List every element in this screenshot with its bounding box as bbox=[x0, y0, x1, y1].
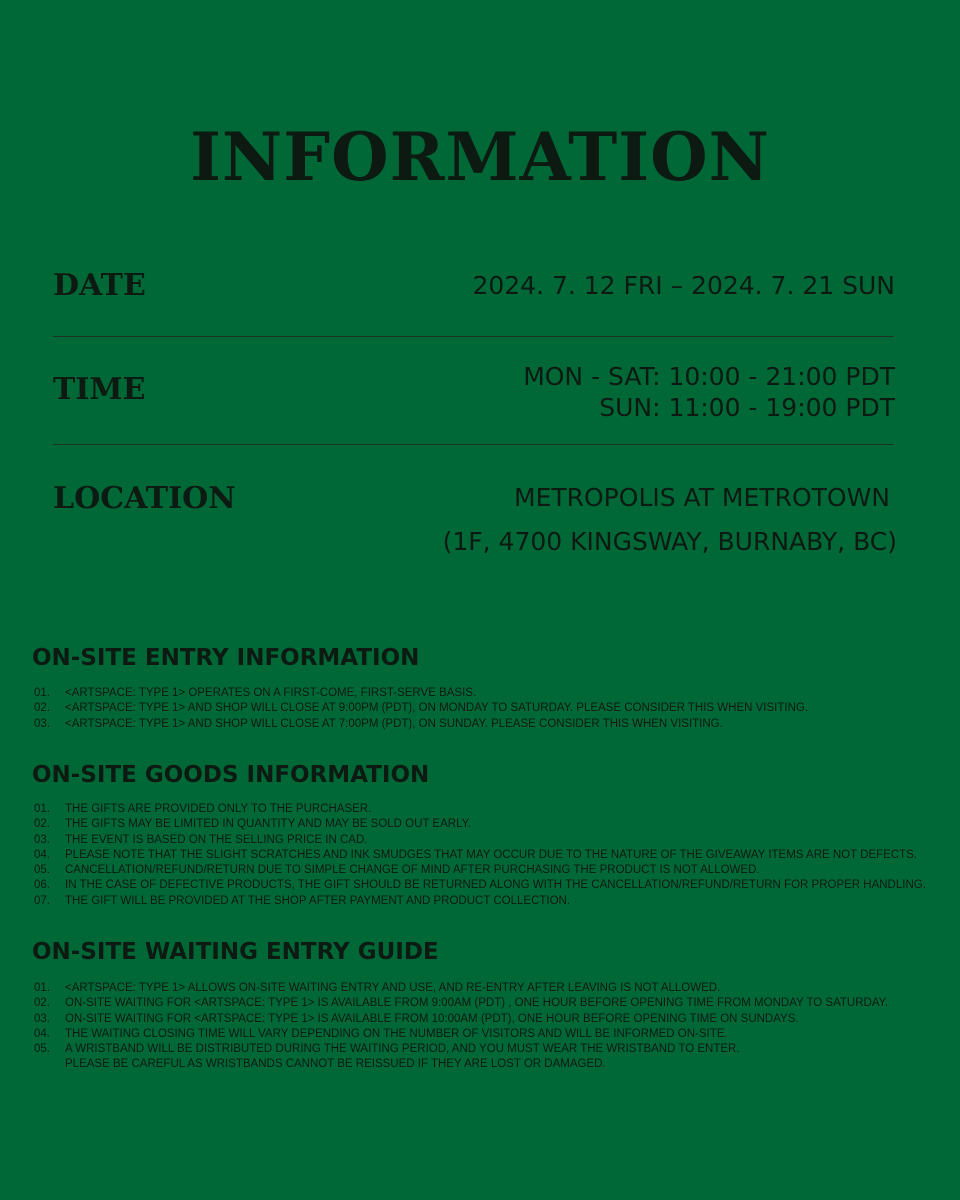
item-number: 05. bbox=[34, 864, 50, 877]
item-text: <ARTSPACE: TYPE 1> AND SHOP WILL CLOSE AT 9:00PM (PDT), ON MONDAY TO SATURDAY. PLEASE CONSIDER THIS WHEN VISITING. bbox=[65, 702, 809, 715]
item-text: ON-SITE WAITING FOR <ARTSPACE: TYPE 1> IS AVAILABLE FROM 10:00AM (PDT), ONE HOUR BEFORE OPENING TIME ON SUNDAYS. bbox=[65, 1012, 799, 1025]
item-text: <ARTSPACE: TYPE 1> OPERATES ON A FIRST-COME, FIRST-SERVE BASIS. bbox=[65, 687, 477, 699]
item-number: 04. bbox=[34, 848, 50, 861]
time-value-line-sunday: SUN: 11:00 - 19:00 PDT bbox=[599, 393, 895, 422]
location-value-address: (1F, 4700 KINGSWAY, BURNABY, BC) bbox=[442, 527, 897, 556]
item-number: 04. bbox=[34, 1027, 50, 1040]
goods-list bbox=[34, 802, 926, 909]
item-number: 07. bbox=[34, 894, 50, 907]
item-number: 05. bbox=[34, 1043, 50, 1056]
waiting-section-title: ON-SITE WAITING ENTRY GUIDE bbox=[32, 939, 439, 965]
list-item bbox=[34, 817, 926, 832]
item-number: 01. bbox=[34, 803, 50, 815]
item-number: 02. bbox=[34, 997, 50, 1010]
item-number: 03. bbox=[34, 717, 50, 730]
item-text: THE GIFTS ARE PROVIDED ONLY TO THE PURCHASER. bbox=[65, 803, 372, 815]
item-text-continuation: PLEASE BE CAREFUL AS WRISTBANDS CANNOT BE REISSUED IF THEY ARE LOST OR DAMAGED. bbox=[65, 1058, 606, 1071]
date-label: DATE bbox=[53, 268, 146, 303]
item-text: ON-SITE WAITING FOR <ARTSPACE: TYPE 1> IS AVAILABLE FROM 9:00AM (PDT) , ONE HOUR BEFORE OPENING TIME FROM MONDAY TO SATURDAY. bbox=[65, 997, 889, 1010]
item-text: THE GIFT WILL BE PROVIDED AT THE SHOP AFTER PAYMENT AND PRODUCT COLLECTION. bbox=[65, 894, 571, 907]
item-text: IN THE CASE OF DEFECTIVE PRODUCTS, THE GIFT SHOULD BE RETURNED ALONG WITH THE CANCELLATION/REFUND/RETURN FOR PROPER HANDLING. bbox=[65, 879, 926, 892]
list-item bbox=[34, 717, 808, 732]
entry-section-title: ON-SITE ENTRY INFORMATION bbox=[32, 645, 420, 671]
location-label: LOCATION bbox=[53, 481, 236, 516]
time-value bbox=[523, 361, 895, 423]
item-number: 03. bbox=[34, 833, 50, 846]
item-number: 02. bbox=[34, 702, 50, 715]
location-value bbox=[443, 476, 897, 564]
item-text: <ARTSPACE: TYPE 1> AND SHOP WILL CLOSE AT 7:00PM (PDT), ON SUNDAY. PLEASE CONSIDER THIS WHEN VISITING. bbox=[65, 717, 723, 730]
list-item bbox=[34, 701, 808, 716]
item-number: 01. bbox=[34, 982, 50, 994]
item-text: <ARTSPACE: TYPE 1> ALLOWS ON-SITE WAITING ENTRY AND USE, AND RE-ENTRY AFTER LEAVING IS NOT ALLOWED. bbox=[65, 982, 721, 994]
item-text: THE GIFTS MAY BE LIMITED IN QUANTITY AND MAY BE SOLD OUT EARLY. bbox=[65, 818, 471, 831]
list-item bbox=[34, 863, 926, 878]
entry-list bbox=[34, 686, 808, 732]
divider bbox=[53, 444, 894, 445]
list-item bbox=[34, 1042, 888, 1057]
location-value-venue: METROPOLIS AT METROTOWN bbox=[514, 483, 890, 512]
list-item bbox=[34, 802, 926, 817]
date-value bbox=[472, 270, 895, 301]
list-item bbox=[34, 1027, 888, 1042]
page-title: INFORMATION bbox=[190, 118, 770, 196]
list-item-continuation bbox=[34, 1057, 888, 1072]
item-number: 03. bbox=[34, 1012, 50, 1025]
list-item bbox=[34, 1012, 888, 1027]
date-value-line: 2024. 7. 12 FRI – 2024. 7. 21 SUN bbox=[472, 271, 895, 300]
list-item bbox=[34, 996, 888, 1011]
time-value-line-weekday: MON - SAT: 10:00 - 21:00 PDT bbox=[523, 362, 895, 391]
item-text: CANCELLATION/REFUND/RETURN DUE TO SIMPLE CHANGE OF MIND AFTER PURCHASING THE PRODUCT IS NOT ALLOWED. bbox=[65, 864, 760, 877]
divider bbox=[53, 336, 894, 337]
item-text: A WRISTBAND WILL BE DISTRIBUTED DURING THE WAITING PERIOD, AND YOU MUST WEAR THE WRISTBAND TO ENTER. bbox=[65, 1043, 740, 1056]
list-item bbox=[34, 848, 926, 863]
list-item bbox=[34, 833, 926, 848]
item-text: THE EVENT IS BASED ON THE SELLING PRICE IN CAD. bbox=[65, 833, 368, 846]
item-text: THE WAITING CLOSING TIME WILL VARY DEPENDING ON THE NUMBER OF VISITORS AND WILL BE INFORMED ON-SITE. bbox=[65, 1027, 728, 1040]
item-number: 06. bbox=[34, 879, 50, 892]
waiting-list bbox=[34, 981, 888, 1073]
goods-section-title: ON-SITE GOODS INFORMATION bbox=[32, 762, 430, 788]
list-item bbox=[34, 878, 926, 893]
item-number: 02. bbox=[34, 818, 50, 831]
item-number: 01. bbox=[34, 687, 50, 699]
list-item bbox=[34, 686, 808, 701]
list-item bbox=[34, 894, 926, 909]
list-item bbox=[34, 981, 888, 996]
item-text: PLEASE NOTE THAT THE SLIGHT SCRATCHES AND INK SMUDGES THAT MAY OCCUR DUE TO THE NATURE OF THE GIVEAWAY ITEMS ARE NOT DEFECTS. bbox=[65, 848, 918, 861]
time-label: TIME bbox=[53, 372, 146, 407]
